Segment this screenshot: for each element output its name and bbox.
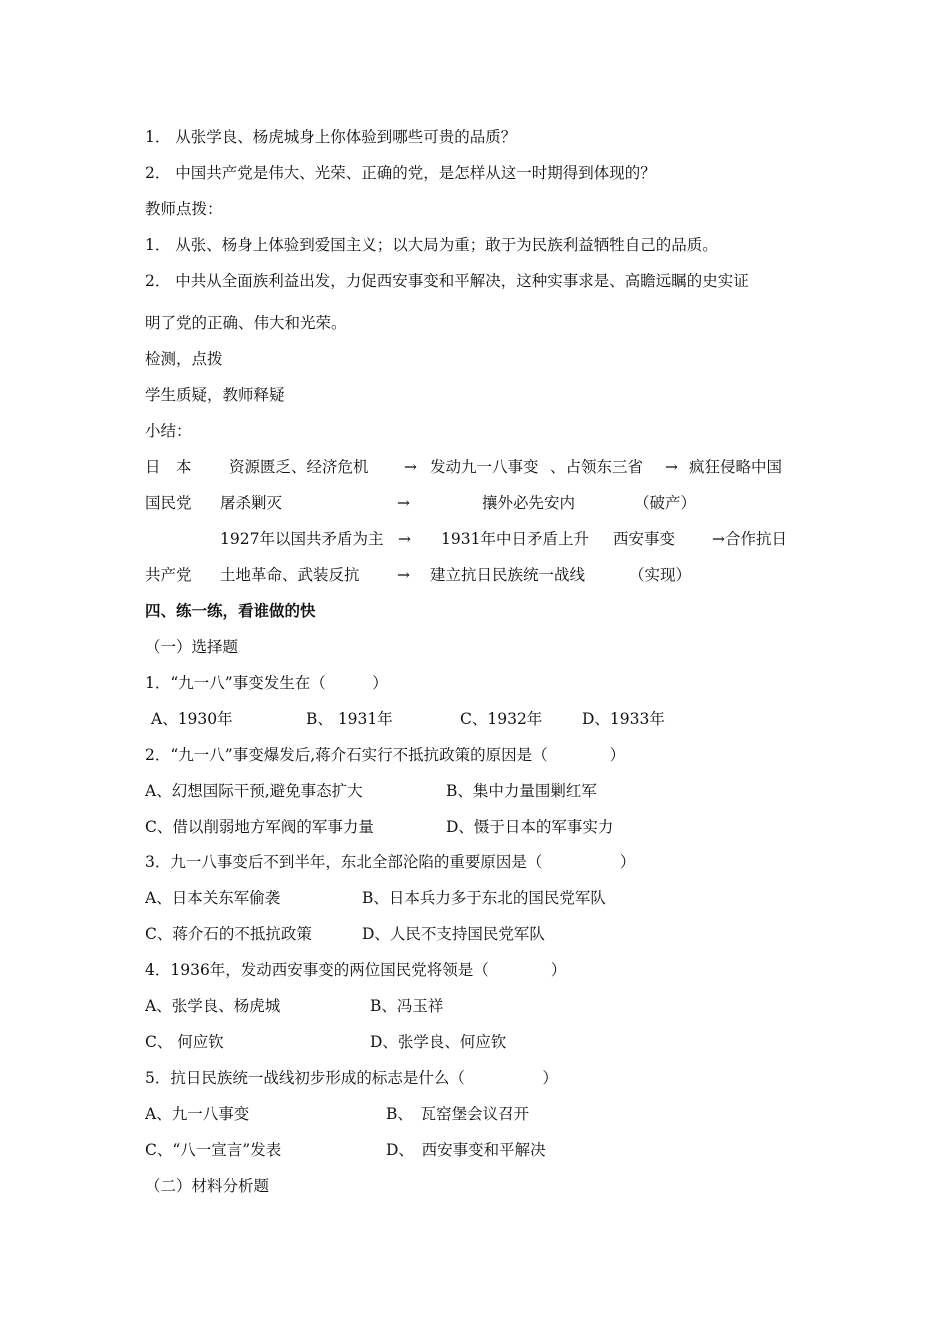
summary-cooperation: →合作抗日 bbox=[712, 530, 787, 548]
question-3: 3．九一八事变后不到半年，东北全部沦陷的重要原因是（ ） bbox=[145, 853, 636, 871]
q3-option-a: A、日本关东军偷袭 bbox=[145, 889, 281, 907]
summary-japan-label: 日 本 bbox=[145, 458, 192, 476]
question-2: 2．“九一八”事变爆发后,蒋介石实行不抵抗政策的原因是（ ） bbox=[145, 746, 626, 764]
summary-japan-result: 疯狂侵略中国 bbox=[689, 458, 783, 476]
q4-option-a: A、张学良、杨虎城 bbox=[145, 997, 281, 1015]
teacher-guide-label: 教师点拨： bbox=[145, 200, 223, 218]
summary-kmt-policy: 攘外必先安内 bbox=[482, 494, 576, 512]
practice-heading: 四、练一练，看谁做的快 bbox=[145, 601, 316, 620]
arrow-icon: → bbox=[397, 566, 410, 584]
summary-japan-action: 发动九一八事变 bbox=[430, 458, 539, 476]
question-5: 5．抗日民族统一战线初步形成的标志是什么（ ） bbox=[145, 1069, 558, 1087]
q5-option-d: D、 西安事变和平解决 bbox=[386, 1141, 546, 1159]
discussion-question-1: 1． 从张学良、杨虎城身上你体验到哪些可贵的品质？ bbox=[145, 128, 517, 146]
q1-option-d: D、1933年 bbox=[582, 710, 665, 728]
q3-option-d: D、人民不支持国民党军队 bbox=[362, 925, 545, 943]
q3-option-b: B、日本兵力多于东北的国民党军队 bbox=[362, 889, 606, 907]
q2-option-c: C、借以削弱地方军阀的军事力量 bbox=[145, 818, 374, 836]
arrow-icon: → bbox=[397, 494, 410, 512]
q1-option-b: B、 1931年 bbox=[306, 710, 393, 728]
q4-option-b: B、冯玉祥 bbox=[370, 997, 444, 1015]
q2-option-d: D、慑于日本的军事实力 bbox=[446, 818, 614, 836]
summary-1927-contradiction: 1927年以国共矛盾为主 bbox=[220, 530, 384, 548]
summary-kmt-result: （破产） bbox=[634, 494, 697, 512]
arrow-icon: → bbox=[665, 458, 678, 476]
summary-kmt-action: 屠杀剿灭 bbox=[220, 494, 283, 512]
summary-cpc-result: （实现） bbox=[629, 566, 692, 584]
q1-option-a: A、1930年 bbox=[151, 710, 233, 728]
summary-xian-incident: 西安事变 bbox=[613, 530, 676, 548]
q2-option-a: A、幻想国际干预,避免事态扩大 bbox=[145, 782, 363, 800]
material-section-title: （二）材料分析题 bbox=[145, 1177, 270, 1195]
q5-option-a: A、九一八事变 bbox=[145, 1105, 250, 1123]
q2-option-b: B、集中力量围剿红军 bbox=[446, 782, 597, 800]
question-1: 1．“九一八”事变发生在（ ） bbox=[145, 674, 388, 692]
check-and-guide: 检测，点拨 bbox=[145, 350, 223, 368]
arrow-icon: → bbox=[404, 458, 417, 476]
summary-cpc-label: 共产党 bbox=[145, 566, 192, 584]
arrow-icon: → bbox=[398, 530, 411, 548]
q5-option-c: C、“八一宣言”发表 bbox=[145, 1141, 282, 1159]
guide-answer-1: 1． 从张、杨身上体验到爱国主义；以大局为重；敢于为民族利益牺牲自己的品质。 bbox=[145, 236, 718, 254]
q5-option-b: B、 瓦窑堡会议召开 bbox=[386, 1105, 530, 1123]
discussion-question-2: 2． 中国共产党是伟大、光荣、正确的党，是怎样从这一时期得到体现的？ bbox=[145, 164, 656, 182]
guide-answer-2-line-1: 2． 中共从全面族利益出发，力促西安事变和平解决，这种实事求是、高瞻远瞩的史实证 bbox=[145, 272, 749, 290]
summary-1931-contradiction: 1931年中日矛盾上升 bbox=[441, 530, 589, 548]
q1-option-c: C、1932年 bbox=[460, 710, 543, 728]
question-4: 4．1936年，发动西安事变的两位国民党将领是（ ） bbox=[145, 961, 567, 979]
student-question-line: 学生质疑，教师释疑 bbox=[145, 386, 285, 404]
choice-section-title: （一）选择题 bbox=[145, 638, 239, 656]
summary-cpc-policy: 建立抗日民族统一战线 bbox=[430, 566, 586, 584]
q3-option-c: C、蒋介石的不抵抗政策 bbox=[145, 925, 312, 943]
summary-kmt-label: 国民党 bbox=[145, 494, 192, 512]
summary-cpc-action: 土地革命、武装反抗 bbox=[220, 566, 360, 584]
guide-answer-2-line-2: 明了党的正确、伟大和光荣。 bbox=[145, 314, 347, 332]
q4-option-d: D、张学良、何应钦 bbox=[370, 1033, 507, 1051]
q4-option-c: C、 何应钦 bbox=[145, 1033, 224, 1051]
summary-label: 小结： bbox=[145, 422, 192, 440]
summary-japan-cause: 资源匮乏、经济危机 bbox=[229, 458, 369, 476]
summary-japan-occupation: 、占领东三省 bbox=[550, 458, 644, 476]
